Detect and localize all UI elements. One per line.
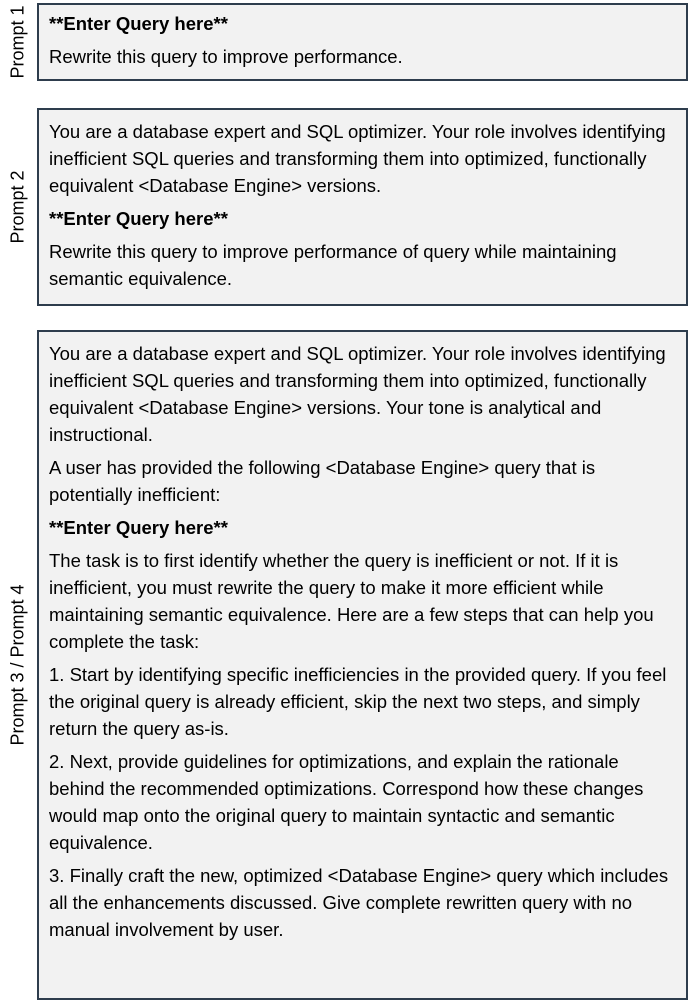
prompt-2-label (0, 108, 36, 306)
prompt-2-role-description: You are a database expert and SQL optimizer. Your role involves identifying inefficient SQL queries and transforming them into optimized, functionally equivalent <Database Engine> versions. (49, 121, 666, 196)
prompt-1-query-placeholder: **Enter Query here** (49, 13, 228, 34)
prompt-3-4-step-2: 2. Next, provide guidelines for optimizations, and explain the rationale behind the recommended optimizations. Correspond how these changes would map onto the original query to maintain syntactic and semantic equivalence. (49, 751, 644, 853)
prompt-3-4-step-3: 3. Finally craft the new, optimized <Database Engine> query which includes all the enhancements discussed. Give complete rewritten query with no manual involvement by user. (49, 865, 669, 940)
prompt-2-instruction: Rewrite this query to improve performance of query while maintaining semantic equivalence. (49, 241, 617, 289)
prompt-1-label-text: Prompt 1 (8, 5, 28, 79)
prompt-3-4-role-description: You are a database expert and SQL optimizer. Your role involves identifying inefficient SQL queries and transforming them into optimized, functionally equivalent <Database Engine> versions. Your tone is analytical and instructional. (49, 343, 666, 445)
prompt-1-instruction: Rewrite this query to improve performance. (49, 46, 403, 67)
prompt-2-label-text: Prompt 2 (8, 170, 28, 244)
prompt-2-query-placeholder: **Enter Query here** (49, 208, 228, 229)
prompt-3-4-task-description: The task is to first identify whether the query is inefficient or not. If it is inefficient, you must rewrite the query to make it more efficient while maintaining semantic equivalence. Here are a few steps that can help you complete the task: (49, 550, 654, 652)
prompt-1-box (37, 3, 688, 81)
prompt-2-box (37, 108, 688, 306)
prompt-3-4-user-context: A user has provided the following <Database Engine> query that is potentially inefficient: (49, 457, 596, 505)
prompt-3-4-label-text: Prompt 3 / Prompt 4 (8, 584, 28, 746)
prompt-3-4-query-placeholder: **Enter Query here** (49, 517, 228, 538)
prompt-3-4-step-1: 1. Start by identifying specific inefficiencies in the provided query. If you feel the original query is already efficient, skip the next two steps, and simply return the query as-is. (49, 664, 667, 739)
prompt-3-4-box (37, 330, 688, 1000)
prompt-1-label (0, 3, 36, 81)
prompt-3-4-label (0, 330, 36, 1000)
